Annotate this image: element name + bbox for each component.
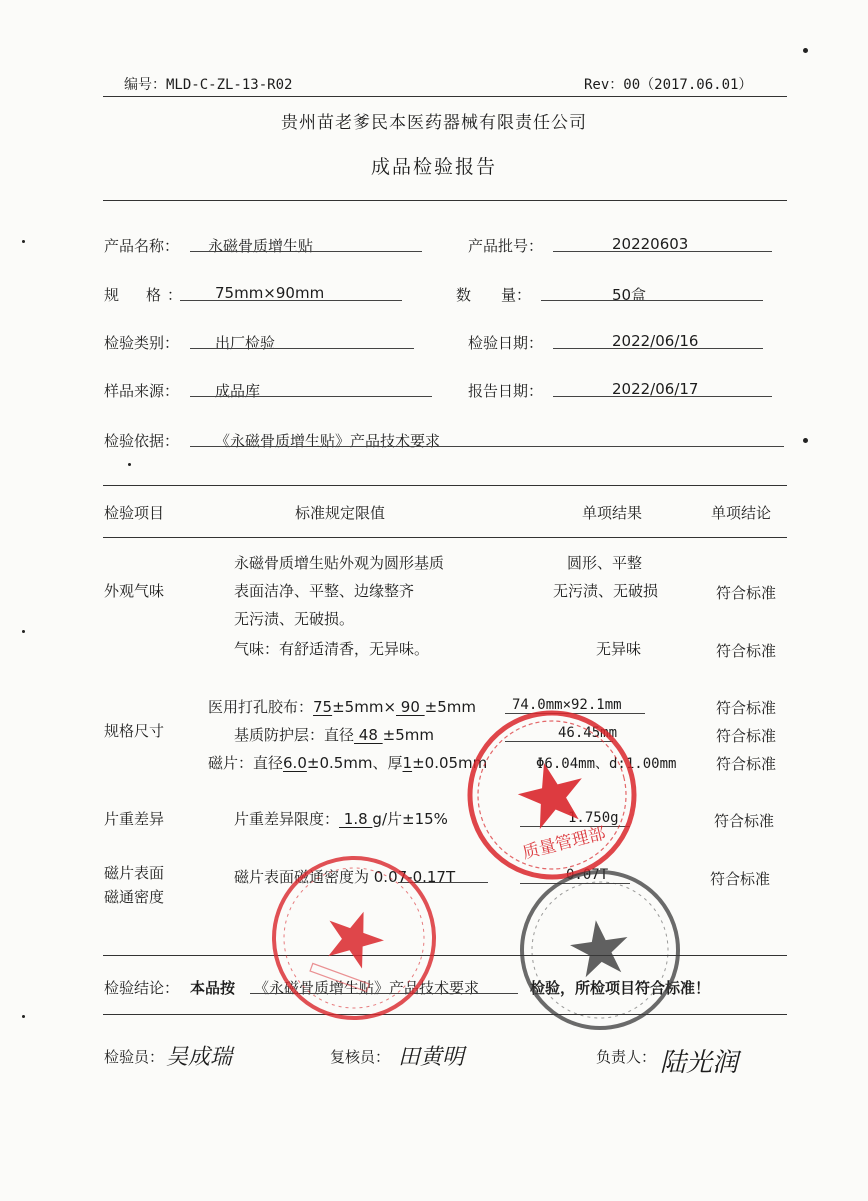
header-rule [103, 96, 787, 97]
manager-signature: 陆光润 [660, 1048, 739, 1078]
report-date: 2022/06/17 [612, 380, 699, 398]
flux-result: 0.07T [566, 867, 609, 883]
weight-conclusion: 符合标准 [714, 812, 775, 830]
size-item: 规格尺寸 [104, 722, 165, 740]
flux-item-line1: 磁片表面 [104, 864, 165, 882]
appearance-result-2: 无污渍、无破损 [553, 582, 659, 600]
insp-date: 2022/06/16 [612, 332, 699, 350]
size-tape-width: 75 [313, 698, 333, 716]
appearance-result-3: 无异味 [596, 640, 642, 658]
scan-mark [128, 463, 131, 466]
weight-standard [234, 808, 448, 829]
size-film-tol: ±5mm [382, 726, 434, 744]
product-name: 永磁骨质增生贴 [208, 237, 314, 255]
size-tape-conclusion: 符合标准 [716, 699, 777, 717]
weight-unit: g/片±15% [372, 810, 448, 828]
size-magnet-label: 磁片：直径 [208, 754, 284, 772]
flux-item-line2: 磁通密度 [104, 888, 165, 906]
underline [553, 396, 772, 397]
scan-mark [22, 1015, 25, 1018]
weight-item: 片重差异 [104, 810, 165, 828]
size-film-label: 基质防护层：直径 [234, 726, 355, 744]
insp-date-label: 检验日期： [468, 334, 544, 352]
appearance-item: 外观气味 [104, 582, 165, 600]
weight-label: 片重差异限度： [234, 810, 340, 828]
col-header-result: 单项结果 [582, 504, 643, 522]
size-tape-result: 74.0mm×92.1mm [512, 697, 622, 713]
appearance-std-4: 气味：有舒适清香，无异味。 [234, 640, 430, 658]
spec-label: 规 格： [104, 286, 189, 304]
batch-label: 产品批号： [468, 237, 544, 255]
size-tape-tol: ±5mm× [332, 698, 397, 716]
basis-value: 《永磁骨质增生贴》产品技术要求 [215, 432, 441, 450]
underline [541, 300, 763, 301]
size-magnet-conclusion: 符合标准 [716, 755, 777, 773]
spec-value: 75mm×90mm [215, 284, 325, 302]
weight-limit: 1.8 [339, 810, 373, 828]
size-magnet-thickness: 1 [402, 754, 413, 772]
company-stamp-dark [516, 866, 684, 1034]
underline [553, 348, 763, 349]
col-header-conclusion: 单项结论 [711, 504, 772, 522]
revision: Rev：00（2017.06.01） [584, 77, 753, 93]
qty-label: 数 量： [456, 286, 532, 304]
table-header-rule [103, 537, 787, 538]
type-value: 出厂检验 [215, 334, 276, 352]
table-bottom-rule [103, 955, 787, 956]
scan-mark [803, 438, 808, 443]
flux-standard: 磁片表面磁通密度为 0.07-0.17T [234, 868, 456, 886]
conclusion-label: 检验结论： [104, 979, 180, 997]
company-name: 贵州苗老爹民本医药器械有限责任公司 [281, 113, 587, 133]
scan-mark [803, 48, 808, 53]
appearance-std-3: 无污渍、无破损。 [234, 610, 355, 628]
type-label: 检验类别： [104, 334, 180, 352]
size-row-magnet [208, 752, 487, 773]
underline [190, 251, 422, 252]
conclusion-basis: 《永磁骨质增生贴》产品技术要求 [254, 979, 480, 997]
size-magnet-result: Φ6.04mm、d:1.00mm [536, 756, 677, 772]
size-row-film [234, 724, 434, 745]
size-film-conclusion: 符合标准 [716, 727, 777, 745]
underline [190, 348, 414, 349]
weight-result: 1.750g [568, 810, 619, 826]
scan-mark [22, 240, 25, 243]
size-tape-height: 90 [396, 698, 425, 716]
report-date-label: 报告日期： [468, 382, 544, 400]
source-label: 样品来源： [104, 382, 180, 400]
appearance-std-2: 表面洁净、平整、边缘整齐 [234, 582, 415, 600]
size-tape-tol2: ±5mm [424, 698, 476, 716]
underline [190, 446, 784, 447]
reviewer-label: 复核员： [330, 1048, 391, 1066]
reviewer-signature: 田黄明 [398, 1045, 465, 1070]
scan-mark [22, 630, 25, 633]
inspector-label: 检验员： [104, 1048, 165, 1066]
col-header-standard: 标准规定限值 [295, 504, 386, 522]
size-film-diameter: 48 [354, 726, 383, 744]
table-top-rule [103, 485, 787, 486]
appearance-std-1: 永磁骨质增生贴外观为圆形基质 [234, 554, 445, 572]
size-row-tape [208, 696, 476, 717]
flux-conclusion: 符合标准 [710, 870, 771, 888]
underline [190, 396, 432, 397]
basis-label: 检验依据： [104, 432, 180, 450]
appearance-conclusion-2: 符合标准 [716, 642, 777, 660]
product-name-label: 产品名称： [104, 237, 180, 255]
conclusion-prefix: 本品按 [190, 979, 236, 997]
appearance-conclusion-1: 符合标准 [716, 584, 777, 602]
size-magnet-tol: ±0.5mm、厚 [306, 754, 403, 772]
qa-stamp-label: 质量管理部 [520, 823, 608, 864]
underline [553, 251, 772, 252]
qa-dept-stamp [462, 700, 642, 890]
col-header-item: 检验项目 [104, 504, 165, 522]
qty-value: 50盒 [612, 286, 647, 304]
underline [180, 300, 402, 301]
manager-label: 负责人： [596, 1048, 657, 1066]
size-film-result: 46.45mm [558, 725, 618, 741]
size-magnet-tol2: ±0.05mm [412, 754, 488, 772]
inspector-signature: 吴成瑞 [166, 1045, 233, 1070]
doc-number: 编号：MLD-C-ZL-13-R02 [124, 77, 293, 93]
appearance-result-1: 圆形、平整 [567, 554, 643, 572]
company-stamp-red [268, 852, 440, 1024]
source-value: 成品库 [215, 382, 261, 400]
conclusion-result: 检验，所检项目符合标准！ [530, 979, 711, 997]
batch-number: 20220603 [612, 235, 689, 253]
size-tape-label: 医用打孔胶布： [208, 698, 314, 716]
size-magnet-diameter: 6.0 [283, 754, 307, 772]
conclusion-rule [103, 1014, 787, 1015]
report-title: 成品检验报告 [370, 156, 497, 178]
title-rule [103, 200, 787, 201]
